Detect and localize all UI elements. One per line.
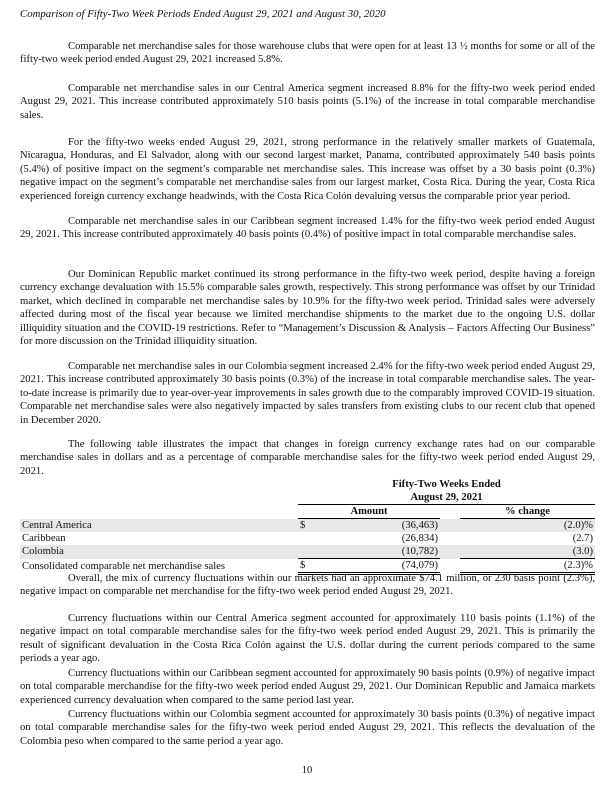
column-header-amount: Amount	[298, 505, 440, 519]
table-row	[20, 519, 595, 533]
currency-symbol: $	[298, 519, 312, 533]
period-header-line1: Fifty-Two Weeks Ended	[392, 479, 501, 490]
amount-cell: (26,834)	[401, 533, 438, 544]
page-number: 10	[301, 765, 313, 776]
change-cell: (2.7)	[572, 533, 593, 544]
paragraph: For the fifty-two weeks ended August 29, 2021, strong performance in the relatively smaller markets of Guatemala, Nicaragua, Honduras, and El Salvador, along with our second largest market, Panama, contributed approximately 540 basis points (5.4%) of positive impact on the segment’s comparable net merchandise sales. This increase was offset by a 30 basis point (0.3%) negative impact on the segment’s comparable net merchandise sales from our largest market, Costa Rica. During the year, Costa Rica experienced foreign currency exchange headwinds, with the Costa Rica Colón devaluing versus the comparable prior year period.	[20, 137, 595, 202]
table-row	[20, 532, 595, 545]
row-label: Colombia	[20, 545, 298, 559]
table-row	[20, 545, 595, 559]
section-heading: Comparison of Fifty-Two Week Periods Ended August 29, 2021 and August 30, 2020	[20, 8, 386, 20]
amount-cell: (10,782)	[312, 545, 440, 559]
change-cell: (2.3)%	[460, 559, 595, 574]
row-label: Consolidated comparable net merchandise sales	[22, 560, 225, 572]
paragraph: Our Dominican Republic market continued its strong performance in the fifty-two week period, despite having a foreign currency exchange devaluation with 15.5% comparable sales growth, respectively. This strong performance was offset by our Trinidad market, which declined in comparable net merchandise sales by 10.9% for the fifty-two week period. Trinidad sales were adversely affected during most of the fiscal year because we limited merchandise shipments to the market due to the ongoing U.S. dollar illiquidity situation and the COVID-19 restrictions. Refer to “Management’s Discussion & Analysis – Factors Affecting Our Business” for more discussion on the Trinidad illiquidity situation.	[20, 269, 595, 348]
amount-cell: (36,463)	[312, 519, 440, 533]
period-header-line2: August 29, 2021	[298, 491, 595, 505]
paragraph: Currency fluctuations within our Caribbean segment accounted for approximately 90 basis points (0.9%) of negative impact on total comparable merchandise for the fifty-two week period ended August 29, 2021. Our Dominican Republic and Jamaica markets experienced currency devaluation when compared to the same period last year.	[20, 668, 595, 706]
paragraph: The following table illustrates the impact that changes in foreign currency exchange rates had on our comparable merchandise sales in dollars and as a percentage of comparable merchandise sales for the fifty-two week period ended August 29, 2021.	[20, 439, 595, 477]
change-cell: (3.0)	[460, 545, 595, 559]
currency-symbol: $	[298, 559, 312, 574]
paragraph: Currency fluctuations within our Colombia segment accounted for approximately 30 basis points (0.3%) of negative impact on total comparable merchandise sales for the fifty-two week period ended August 29, 2021. This reflects the devaluation of the Colombia peso when compared to the same period a year ago.	[20, 709, 595, 747]
currency-symbol	[298, 532, 312, 545]
amount-cell: (74,079)	[312, 559, 440, 574]
change-cell: (2.0)%	[460, 519, 595, 533]
currency-impact-table	[20, 478, 595, 575]
column-header-change: % change	[460, 505, 595, 519]
currency-symbol	[298, 545, 312, 559]
paragraph: Comparable net merchandise sales in our Central America segment increased 8.8% for the fifty-two week period ended August 29, 2021. This increase contributed approximately 510 basis points (5.1%) of the increase in total comparable merchandise sales.	[20, 83, 595, 121]
paragraph: Currency fluctuations within our Central America segment accounted for approximately 110 basis points (1.1%) of the negative impact on total comparable merchandise sales for the fifty-two week period ended August 29, 2021. This is primarily the result of significant devaluation in the Costa Rica Colón against the U.S. dollar during the current periods compared to the same periods a year ago.	[20, 613, 595, 665]
row-label: Caribbean	[22, 533, 66, 544]
paragraph: Overall, the mix of currency fluctuations within our markets had an approximate $74.1 million, or 230 basis point (2.3%), negative impact on comparable net merchandise for the fifty-two week period ended August 29, 2021.	[20, 573, 595, 598]
paragraph: Comparable net merchandise sales in our Colombia segment increased 2.4% for the fifty-two week period ended August 29, 2021. This increase contributed approximately 30 basis points (0.3%) of the increase in total comparable merchandise sales. The year-to-date increase is primarily due to year-over-year improvements in sales growth due to the comparably improved COVID-19 situation. Comparable net merchandise sales were also negatively impacted by sales transfers from existing clubs to our recent club that opened in December 2020.	[20, 361, 595, 426]
paragraph: Comparable net merchandise sales in our Caribbean segment increased 1.4% for the fifty-two week period ended August 29, 2021. This increase contributed approximately 40 basis points (0.4%) of positive impact in total comparable merchandise sales.	[20, 216, 595, 241]
paragraph: Comparable net merchandise sales for those warehouse clubs that were open for at least 13 ½ months for some or all of the fifty-two week period ended August 29, 2021 increased 5.8%.	[20, 41, 595, 66]
row-label: Central America	[20, 519, 298, 533]
